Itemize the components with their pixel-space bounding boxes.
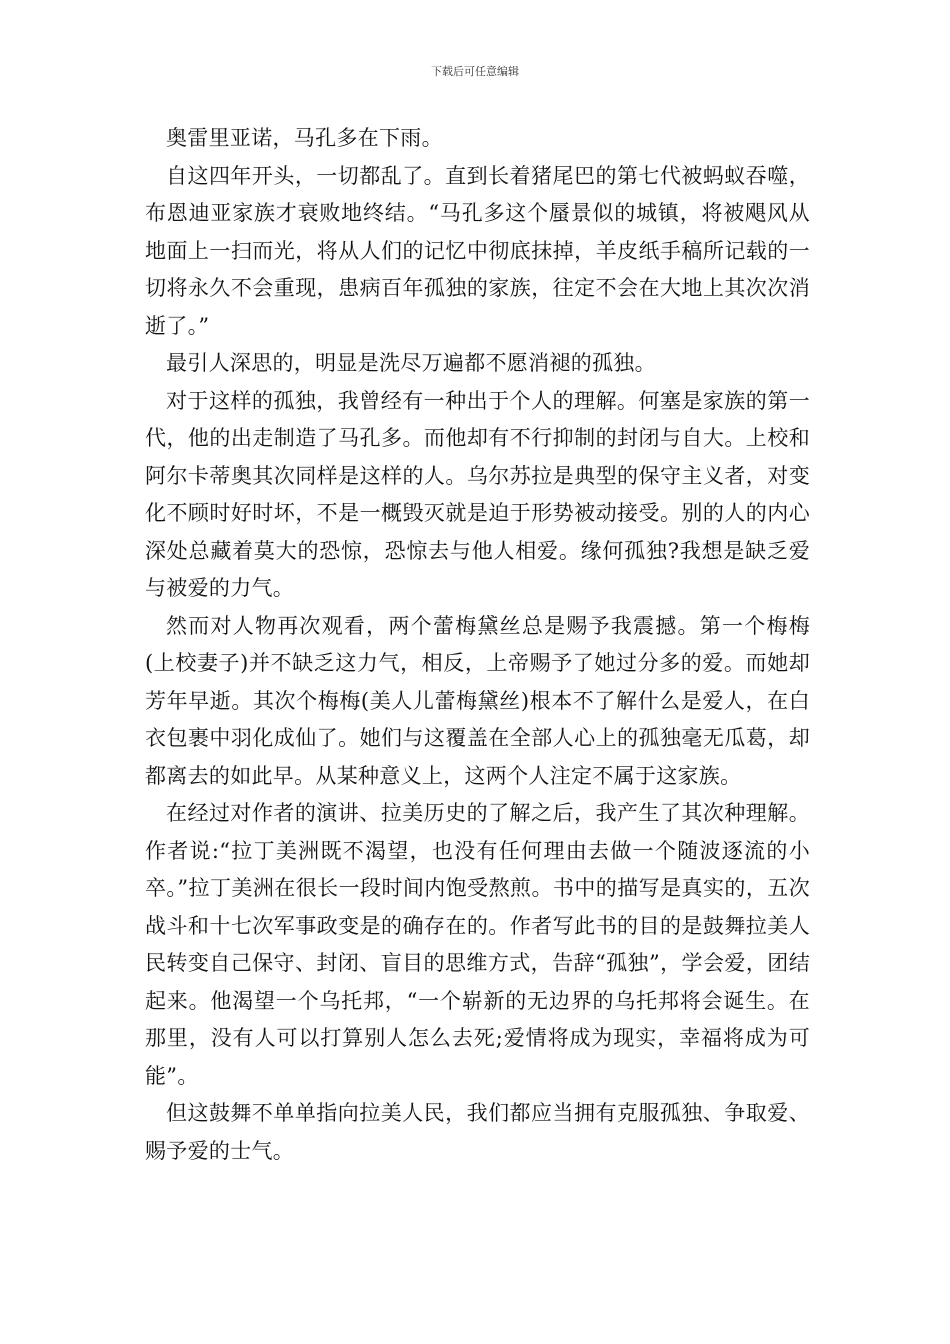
paragraph-3: 最引人深思的，明显是洗尽万遍都不愿消褪的孤独。 [166,351,656,375]
paragraph-5: 然而对人物再次观看，两个蕾梅黛丝总是赐予我震撼。第一个梅梅(上校妻子)并不缺乏这力气，相反，上帝赐予了她过分多的爱。而她却芳年早逝。其次个梅梅(美人儿蕾梅黛丝)根本不了解什么是爱人，在白衣包裹中羽化成仙了。她们与这覆盖在全部人心上的孤独毫无瓜葛，却都离去的如此早。从某种意义上，这两个人注定不属于这家族。 [145,613,810,788]
paragraph-7: 但这鼓舞不单单指向拉美人民，我们都应当拥有克服孤独、争取爱、赐予爱的士气。 [145,1101,810,1163]
document-body [145,120,810,1170]
paragraph-1: 奥雷里亚诺，马孔多在下雨。 [166,126,443,150]
paragraph-6: 在经过对作者的演讲、拉美历史的了解之后，我产生了其次种理解。作者说:“拉丁美洲既不渴望，也没有任何理由去做一个随波逐流的小卒。”拉丁美洲在很长一段时间内饱受熬煎。书中的描写是真实的，五次战斗和十七次军事政变是的确存在的。作者写此书的目的是鼓舞拉美人民转变自己保守、封闭、盲目的思维方式，告辞“孤独”，学会爱，团结起来。他渴望一个乌托邦，“一个崭新的无边界的乌托邦将会诞生。在那里，没有人可以打算别人怎么去死;爱情将成为现实，幸福将成为可能”。 [145,801,810,1088]
paragraph-4: 对于这样的孤独，我曾经有一种出于个人的理解。何塞是家族的第一代，他的出走制造了马孔多。而他却有不行抑制的封闭与自大。上校和阿尔卡蒂奥其次同样是这样的人。乌尔苏拉是典型的保守主义者，对变化不顾时好时坏，不是一概毁灭就是迫于形势被动接受。别的人的内心深处总藏着莫大的恐惊，恐惊去与他人相爱。缘何孤独?我想是缺乏爱与被爱的力气。 [145,388,810,600]
page-header: 下载后可任意编辑 [431,65,519,78]
paragraph-2: 自这四年开头，一切都乱了。直到长着猪尾巴的第七代被蚂蚁吞噬，布恩迪亚家族才衰败地终结。“马孔多这个蜃景似的城镇，将被飓风从地面上一扫而光，将从人们的记忆中彻底抹掉，羊皮纸手稿所记载的一切将永久不会重现，患病百年孤独的家族，往定不会在大地上其次次消逝了。” [145,163,810,338]
